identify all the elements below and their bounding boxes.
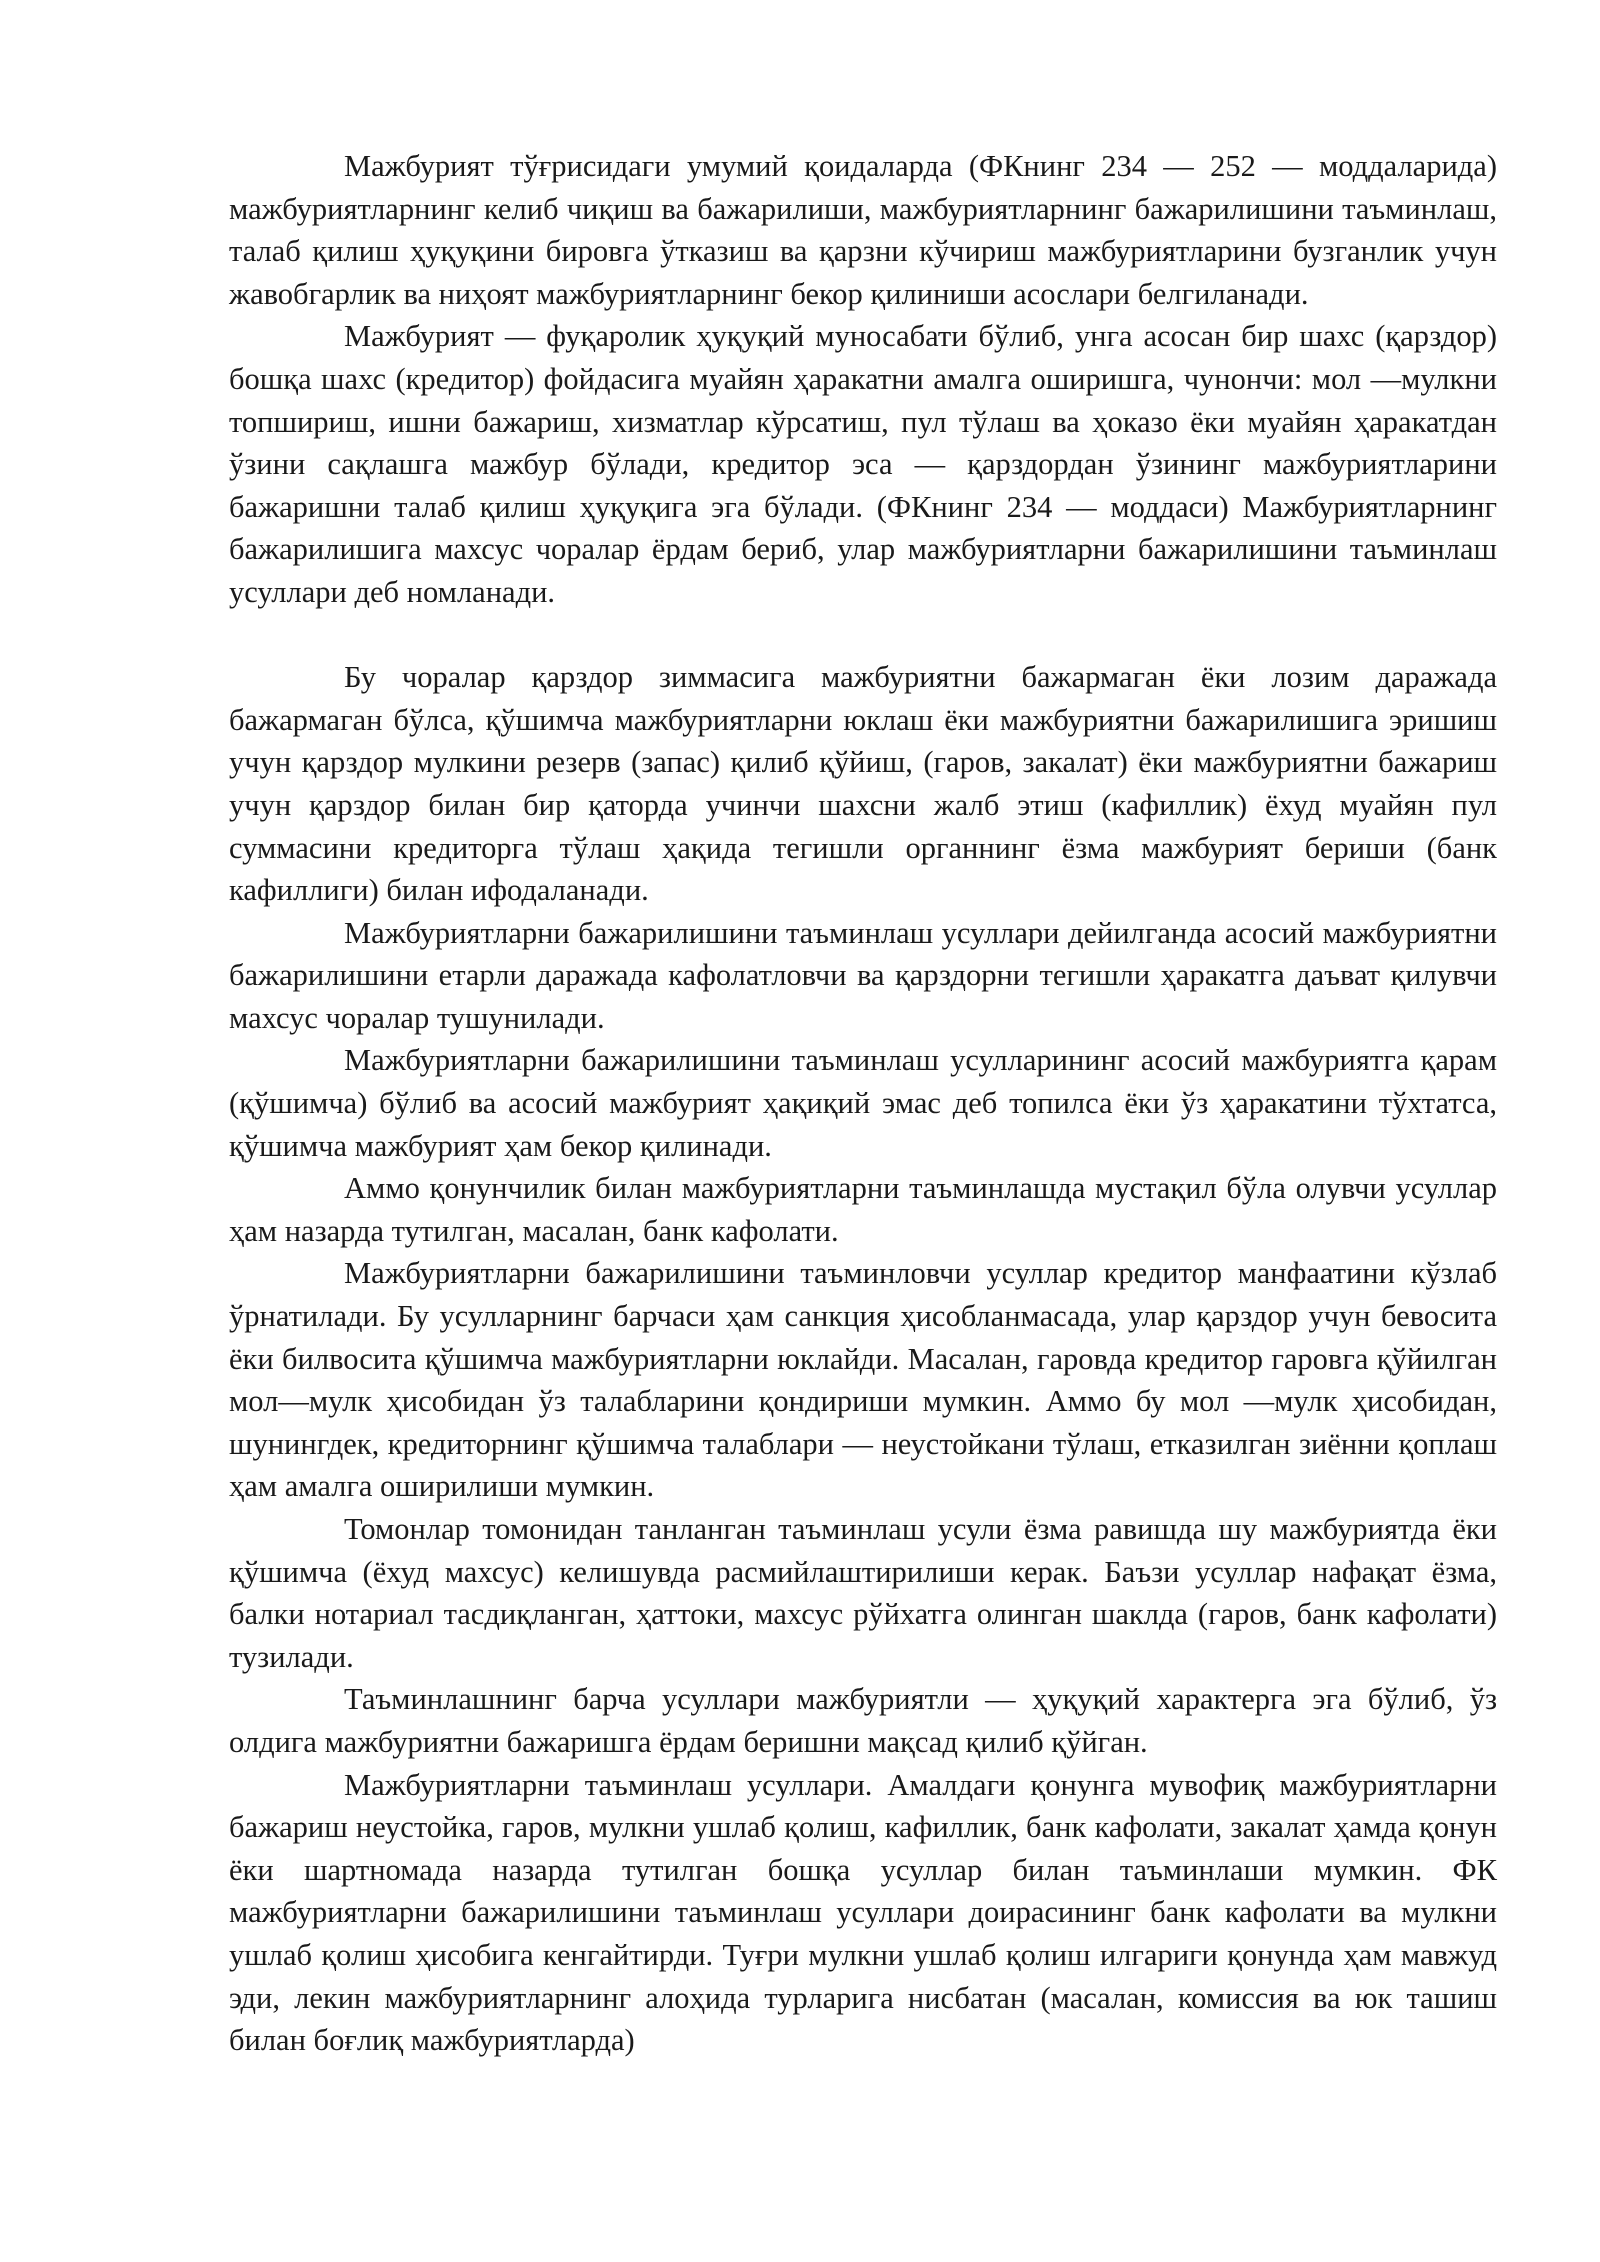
paragraph: Таъминлашнинг барча усуллари мажбуриятли — ҳуқуқий характерга эга бўлиб, ўз олдига мажбуриятни бажаришга ёрдам беришни мақсад қилиб қўйган. — [229, 1682, 1497, 1759]
paragraph: Бу чоралар қарздор зиммасига мажбуриятни бажармаган ёки лозим даражада бажармаган бўлса, қўшимча мажбуриятларни юклаш ёки мажбуриятни бажарилишига эришиш учун қарздор мулкини резерв (запас) қилиб қўйиш, (гаров, закалат) ёки мажбуриятни бажариш учун қарздор билан бир қаторда учинчи шахсни жалб этиш (кафиллик) ёхуд муайян пул суммасини кредиторга тўлаш ҳақида тегишли органнинг ёзма мажбурият бериши (банк кафиллиги) билан ифодаланади. — [229, 660, 1497, 908]
blank-line — [229, 614, 1497, 657]
paragraph: Мажбурият — фуқаролик ҳуқуқий муносабати бўлиб, унга асосан бир шахс (қарздор) бошқа шахс (кредитор) фойдасига муайян ҳаракатни амалга оширишга, чунончи: мол —мулкни топшириш, ишни бажариш, хизматлар кўрсатиш, пул тўлаш ва ҳоказо ёки муайян ҳаракатдан ўзини сақлашга мажбур бўлади, кредитор эса — қарздордан ўзининг мажбуриятларини бажаришни талаб қилиш ҳуқуқига эга бўлади. (ФКнинг 234 — моддаси) Мажбуриятларнинг бажарилишига махсус чоралар ёрдам бериб, улар мажбуриятларни бажарилишини таъминлаш усуллари деб номланади. — [229, 319, 1497, 609]
paragraph: Мажбуриятларни бажарилишини таъминлаш усулларининг асосий мажбуриятга қарам (қўшимча) бўлиб ва асосий мажбурият ҳақиқий эмас деб топилса ёки ўз ҳаракатини тўхтатса, қўшимча мажбурият ҳам бекор қилинади. — [229, 1043, 1497, 1163]
paragraph: Мажбуриятларни бажарилишини таъминлаш усуллари дейилганда асосий мажбуриятни бажарилишини етарли даражада кафолатловчи ва қарздорни тегишли ҳаракатга даъват қилувчи махсус чоралар тушунилади. — [229, 915, 1497, 1035]
paragraph: Мажбуриятларни бажарилишини таъминловчи усуллар кредитор манфаатини кўзлаб ўрнатилади. Бу усулларнинг барчаси ҳам санкция ҳисобланмасада, улар қарздор учун бевосита ёки билвосита қўшимча мажбуриятларни юклайди. Масалан, гаровда кредитор гаровга қўйилган мол—мулк ҳисобидан ўз талабларини қондириши мумкин. Аммо бу мол —мулк ҳисобидан, шунингдек, кредиторнинг қўшимча талаблари — неустойкани тўлаш, етказилган зиённи қоплаш ҳам амалга оширилиши мумкин. — [229, 1256, 1497, 1504]
paragraph: Мажбурият тўғрисидаги умумий қоидаларда (ФКнинг 234 — 252 — моддаларида) мажбуриятларнинг келиб чиқиш ва бажарилиши, мажбуриятларнинг бажарилишини таъминлаш, талаб қилиш ҳуқуқини бировга ўтказиш ва қарзни кўчириш мажбуриятларини бузганлик учун жавобгарлик ва ниҳоят мажбуриятларнинг бекор қилиниши асослари белгиланади. — [229, 149, 1497, 311]
document-page — [229, 145, 1497, 2062]
paragraph: Аммо қонунчилик билан мажбуриятларни таъминлашда мустақил бўла олувчи усуллар ҳам назарда тутилган, масалан, банк кафолати. — [229, 1171, 1497, 1248]
paragraph: Мажбуриятларни таъминлаш усуллари. Амалдаги қонунга мувофиқ мажбуриятларни бажариш неустойка, гаров, мулкни ушлаб қолиш, кафиллик, банк кафолати, закалат ҳамда қонун ёки шартномада назарда тутилган бошқа усуллар билан таъминлаши мумкин. ФК мажбуриятларни бажарилишини таъминлаш усуллари доирасининг банк кафолати ва мулкни ушлаб қолиш ҳисобига кенгайтирди. Туғри мулкни ушлаб қолиш илгариги қонунда ҳам мавжуд эди, лекин мажбуриятларнинг алоҳида турларига нисбатан (масалан, комиссия ва юк ташиш билан боғлиқ мажбуриятларда) — [229, 1767, 1497, 2058]
paragraph: Томонлар томонидан танланган таъминлаш усули ёзма равишда шу мажбуриятда ёки қўшимча (ёхуд махсус) келишувда расмийлаштирилиши керак. Баъзи усуллар нафақат ёзма, балки нотариал тасдиқланган, ҳаттоки, махсус рўйхатга олинган шаклда (гаров, банк кафолати) тузилади. — [229, 1512, 1497, 1674]
